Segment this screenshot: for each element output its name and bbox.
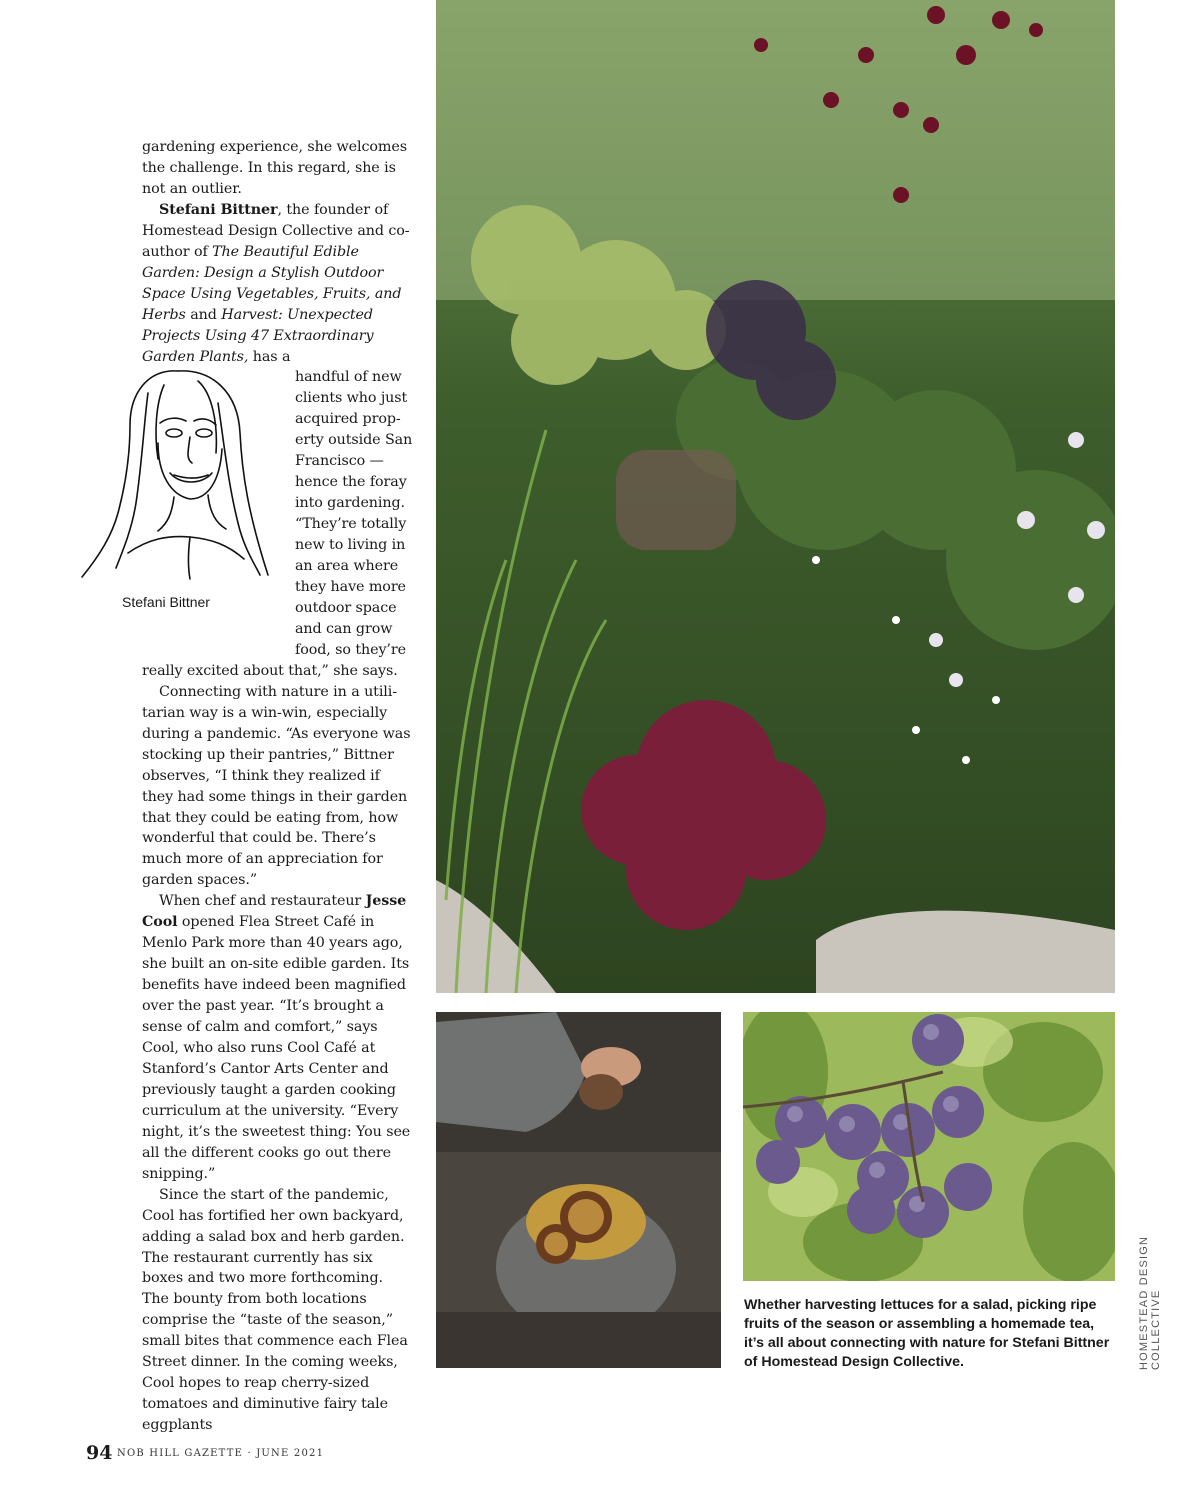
portrait-caption: Stefani Bittner: [122, 594, 210, 610]
book-title-2: Harvest: Unexpected Projects Using 47 Extraordinary Garden Plants,: [142, 306, 374, 365]
paragraph-2: [142, 200, 414, 368]
plums-photo: [743, 1012, 1115, 1281]
paragraph-4-text-b: opened Flea Street Café in Menlo Park more than 40 years ago, she built an on-site edible garden. Its benefits have indeed been magnified over the past year. “It’s brought a sense of calm and comfort,” says Cool, who also runs Cool Café at Stanford’s Cantor Arts Center and previously taught a garden cooking curriculum at the university. “Every night, it’s the sweetest thing: You see all the different cooks go out there snipping.”: [142, 914, 411, 1182]
tea-photo: [436, 1012, 721, 1368]
name-stefani-bittner: Stefani Bittner: [159, 201, 278, 218]
name-jesse-cool: Jesse Cool: [142, 893, 407, 931]
paragraph-2-end: really excited about that,” she says.: [142, 662, 398, 679]
paragraph-1: gardening experience, she welcomes the challenge. In this regard, she is not an outlier.: [142, 139, 407, 197]
paragraph-2-text-a: , the founder of Homestead Design Collective and co-author of: [142, 201, 410, 260]
paragraph-2-text-c: has a: [248, 348, 291, 365]
publication-line: NOB HILL GAZETTE · JUNE 2021: [117, 1448, 325, 1459]
paragraph-4-text-a: When chef and restaurateur: [159, 893, 366, 910]
page-number: 94: [86, 1442, 113, 1464]
photo-credit: HOMESTEAD DESIGN COLLECTIVE: [1138, 1235, 1162, 1370]
paragraph-5: Since the start of the pandemic, Cool has fortified her own backyard, adding a salad box and herb garden. The restaurant currently has six boxes and two more forthcoming. The bounty from both locations comprise the “taste of the season,” small bites that commence each Flea Street dinner. In the coming weeks, Cool hopes to reap cherry-sized tomatoes and diminutive fairy tale eggplants: [142, 1186, 408, 1434]
paragraph-2-text-b: and: [185, 306, 222, 323]
paragraph-4: [142, 891, 414, 1184]
paragraph-2-wrap: handful of new clients who just acquired property outside San Francisco — hence the foray into gardening. “They’re totally new to living in an area where they have more outdoor space and can grow food, so they’re: [295, 369, 413, 658]
paragraph-3: Connecting with nature in a utilitarian way is a win-win, especially during a pandemic. “As everyone was stocking up their pantries,” Bittner observes, “I think they realized if they had some things in their garden that they could be eating from, how wonderful that could be. There’s much more of an appreciation for garden spaces.”: [142, 683, 411, 889]
portrait-illustration: [78, 363, 278, 581]
garden-photo: [436, 0, 1115, 993]
article-body: [142, 137, 414, 1436]
photo-caption: Whether harvesting lettuces for a salad, picking ripe fruits of the season or assembling a homemade tea, it’s all about connecting with nature for Stefani Bittner of Homestead Design Collective.: [744, 1297, 1110, 1370]
book-title-1: The Beautiful Edible Garden: Design a Stylish Outdoor Space Using Vegetables, Fruits, and Herbs: [142, 243, 402, 323]
